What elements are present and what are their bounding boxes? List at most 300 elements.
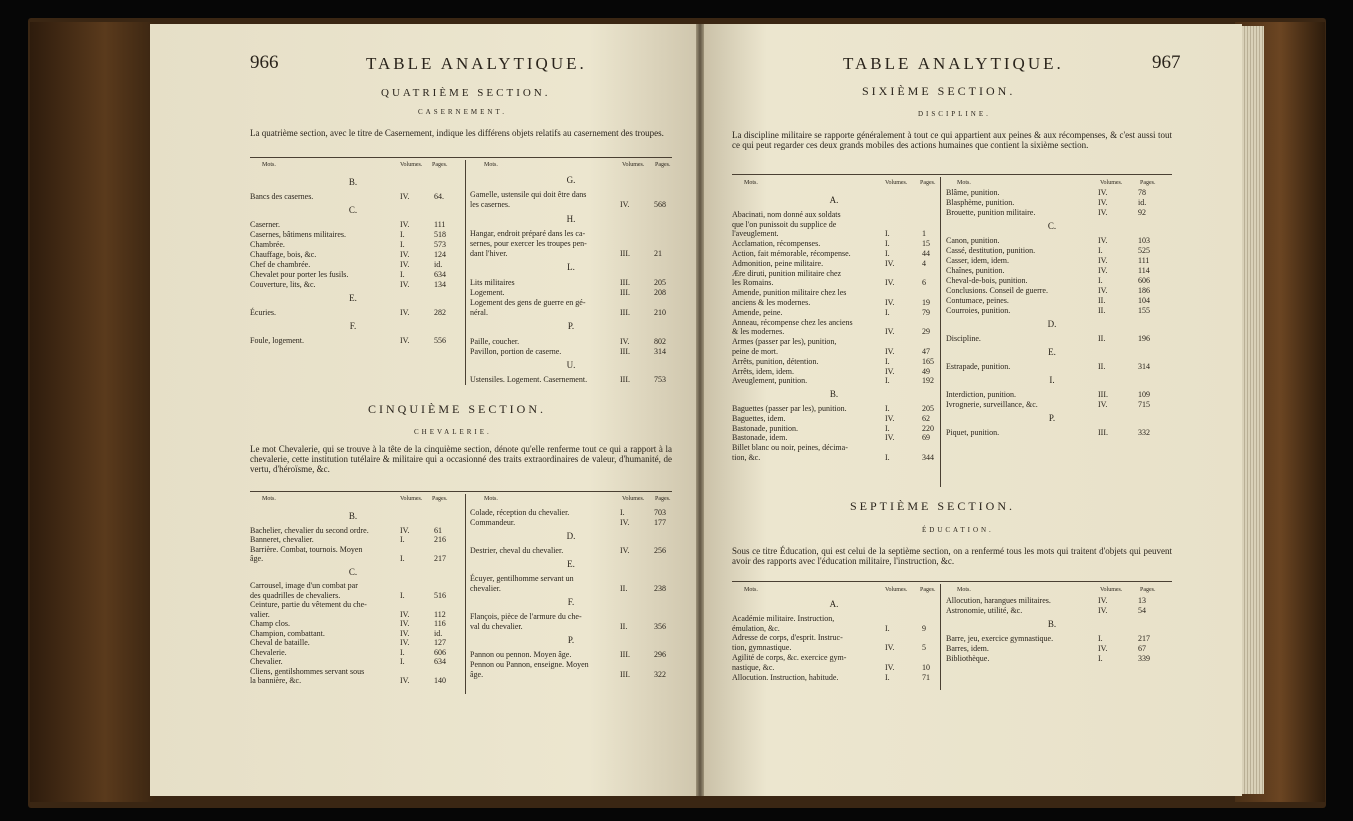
entry-page: id.	[434, 628, 443, 638]
entry-page: 62	[922, 413, 930, 423]
entry-volume: I.	[885, 404, 890, 413]
entry-word: Abacinati, nom donné aux soldats	[732, 209, 841, 219]
entry-page: 282	[434, 308, 446, 317]
entry-volume: IV.	[885, 298, 895, 307]
entry-word: Action, fait mémorable, récompense.	[732, 249, 851, 258]
entry-volume: IV.	[400, 192, 410, 201]
col-header-words: Mots.	[262, 496, 276, 502]
letter-label: F.	[567, 597, 575, 607]
entry-page: 13	[1138, 596, 1146, 605]
index-entry	[732, 643, 936, 653]
col-header-words: Mots.	[744, 180, 758, 186]
entry-volume: IV.	[885, 643, 895, 653]
letter-label: U.	[566, 360, 576, 370]
col-header-words: Mots.	[744, 587, 758, 593]
entry-volume: I.	[885, 453, 890, 462]
entry-word: Anneau, récompense chez les anciens	[732, 317, 853, 327]
entry-word: Destrier, cheval du chevalier.	[470, 546, 564, 555]
entry-volume: IV.	[885, 258, 895, 268]
index-entry	[470, 584, 672, 594]
entry-word: Chauffage, bois, &c.	[250, 250, 317, 259]
entry-word: Barres, idem.	[946, 644, 989, 653]
entry-page: 92	[1138, 208, 1146, 217]
entry-page: 634	[434, 657, 446, 666]
index-entry	[732, 229, 936, 239]
entry-word: âge.	[250, 554, 264, 563]
section-title: SIXIÈME SECTION.	[862, 84, 1016, 98]
letter-heading	[470, 360, 672, 370]
entry-volume: IV.	[1098, 644, 1108, 653]
entry-page: 518	[434, 230, 446, 239]
entry-page: 216	[434, 535, 446, 544]
entry-volume: IV.	[1098, 596, 1108, 605]
entry-page: 220	[922, 423, 934, 433]
entry-page: 69	[922, 433, 930, 443]
entry-page: 322	[654, 670, 666, 679]
col-header-volumes: Volumes.	[622, 496, 645, 502]
entry-volume: IV.	[1098, 606, 1108, 615]
entry-page: 47	[922, 347, 930, 356]
index-column	[250, 174, 456, 389]
entry-volume: IV.	[400, 280, 410, 289]
entry-page: 332	[1138, 428, 1150, 437]
index-entry	[946, 606, 1158, 616]
entry-word: Écuries.	[250, 308, 276, 317]
entry-volume: I.	[1098, 246, 1103, 255]
entry-word: Cheval de bataille.	[250, 638, 310, 647]
entry-word: Interdiction, punition.	[946, 390, 1016, 399]
index-entry	[250, 591, 456, 601]
entry-word: Bachelier, chevalier du second ordre.	[250, 525, 369, 535]
letter-heading	[946, 619, 1158, 629]
entry-word: Caserner.	[250, 220, 280, 229]
entry-page: 44	[922, 249, 930, 258]
entry-word: chevalier.	[470, 584, 501, 593]
col-header-words: Mots.	[484, 496, 498, 502]
index-column	[470, 508, 672, 698]
letter-heading	[250, 205, 456, 215]
entry-word: Conclusions. Conseil de guerre.	[946, 286, 1048, 295]
entry-page: 314	[654, 346, 666, 356]
index-entry	[250, 554, 456, 564]
entry-word: Cassé, destitution, punition.	[946, 246, 1036, 255]
index-entry	[946, 362, 1158, 372]
index-entry	[732, 624, 936, 634]
letter-heading	[470, 597, 672, 607]
entry-word: Gamelle, ustensile qui doit être dans	[470, 190, 587, 200]
entry-word: Logement.	[470, 287, 505, 297]
entry-volume: IV.	[400, 308, 410, 317]
index-entry	[946, 334, 1158, 344]
entry-page: 19	[922, 298, 930, 307]
index-entry	[732, 327, 936, 337]
index-entry	[732, 367, 936, 377]
entry-volume: I.	[885, 229, 890, 239]
entry-volume: II.	[620, 584, 628, 593]
index-entry	[946, 276, 1158, 286]
book-gutter	[696, 24, 704, 796]
index-entry	[250, 526, 456, 536]
entry-word: Acclamation, récompenses.	[732, 239, 821, 249]
entry-word: Blâme, punition.	[946, 188, 1000, 197]
entry-word: des quadrilles de chevaliers.	[250, 590, 341, 600]
entry-page: 10	[922, 662, 930, 672]
entry-word: Baguettes (passer par les), punition.	[732, 404, 847, 413]
entry-page: 356	[654, 622, 666, 631]
col-header-pages: Pages.	[655, 162, 671, 168]
index-entry	[732, 269, 936, 279]
col-header-volumes: Volumes.	[400, 162, 423, 168]
entry-word: anciens & les modernes.	[732, 298, 811, 307]
entry-volume: III.	[1098, 390, 1108, 399]
letter-label: C.	[348, 205, 358, 215]
entry-word: Lits militaires	[470, 277, 515, 287]
section-title: CINQUIÈME SECTION.	[368, 402, 546, 416]
entry-page: 54	[1138, 606, 1146, 615]
index-entry	[470, 660, 672, 670]
col-header-volumes: Volumes.	[885, 180, 908, 186]
entry-page: 124	[434, 250, 446, 259]
entry-page: 79	[922, 307, 930, 317]
index-entry	[946, 296, 1158, 306]
entry-word: Allocution, harangues militaires.	[946, 596, 1051, 605]
section-subtitle: ÉDUCATION.	[922, 526, 994, 534]
index-entry	[250, 600, 456, 610]
letter-heading	[470, 635, 672, 645]
index-entry	[250, 676, 456, 686]
entry-volume: IV.	[400, 676, 410, 685]
entry-word: Barre, jeu, exercice gymnastique.	[946, 634, 1054, 643]
entry-word: les casernes.	[470, 200, 510, 210]
entry-word: Amende, punition militaire chez les	[732, 288, 847, 298]
index-entry	[250, 619, 456, 629]
index-entry	[946, 266, 1158, 276]
letter-heading	[250, 511, 456, 521]
entry-volume: I.	[1098, 634, 1103, 643]
col-header-pages: Pages.	[920, 587, 936, 593]
entry-volume: I.	[1098, 276, 1103, 285]
entry-word: Agilité de corps, &c. exercice gym-	[732, 653, 847, 662]
index-column	[732, 192, 936, 484]
entry-volume: IV.	[400, 220, 410, 229]
index-entry	[732, 404, 936, 414]
entry-volume: III.	[620, 375, 630, 385]
column-divider	[465, 160, 466, 385]
entry-word: Pennon ou Pannon, enseigne. Moyen	[470, 660, 589, 669]
index-entry	[946, 286, 1158, 296]
index-entry	[470, 229, 672, 239]
index-entry	[946, 188, 1158, 198]
entry-page: 339	[1138, 654, 1150, 663]
col-header-volumes: Volumes.	[1100, 587, 1123, 593]
entry-page: 67	[1138, 644, 1146, 653]
entry-page: 49	[922, 366, 930, 376]
entry-word: Piquet, punition.	[946, 428, 1000, 437]
entry-page: 5	[922, 643, 926, 653]
index-entry	[732, 453, 936, 463]
entry-word: les Romains.	[732, 278, 774, 288]
index-entry	[732, 239, 936, 249]
entry-volume: IV.	[620, 200, 630, 210]
entry-word: Champion, combattant.	[250, 628, 325, 638]
letter-label: D.	[566, 531, 576, 541]
entry-page: 634	[434, 270, 446, 279]
entry-volume: II.	[1098, 334, 1106, 343]
entry-volume: III.	[620, 650, 630, 659]
index-entry	[946, 428, 1158, 438]
letter-label: E.	[567, 559, 575, 569]
index-entry	[470, 612, 672, 622]
entry-page: 114	[1138, 266, 1150, 275]
entry-word: Couverture, lits, &c.	[250, 280, 316, 289]
entry-volume: I.	[885, 249, 890, 258]
entry-page: 208	[654, 287, 666, 297]
index-entry	[470, 298, 672, 308]
entry-volume: IV.	[1098, 266, 1108, 275]
col-header-volumes: Volumes.	[885, 587, 908, 593]
entry-page: 296	[654, 650, 666, 659]
index-entry	[250, 545, 456, 555]
letter-heading	[946, 221, 1158, 231]
entry-word: âge.	[470, 670, 484, 679]
index-entry	[732, 653, 936, 663]
entry-page: 6	[922, 278, 926, 288]
entry-volume: IV.	[400, 260, 410, 269]
col-header-volumes: Volumes.	[1100, 180, 1123, 186]
entry-page: 112	[434, 609, 446, 619]
index-entry	[250, 535, 456, 545]
entry-word: Canon, punition.	[946, 236, 1000, 245]
letter-label: L.	[567, 262, 575, 273]
letter-label: D.	[1047, 319, 1057, 329]
entry-volume: III.	[620, 308, 630, 318]
index-entry	[732, 424, 936, 434]
entry-volume: IV.	[1098, 198, 1108, 207]
entry-page: 606	[434, 647, 446, 657]
index-entry	[250, 308, 456, 318]
section-intro: Le mot Chevalerie, qui se trouve à la tête de la cinquième section, dénote qu'elle renferme tout ce qui a rapport à la chevalerie, cette institution tutélaire & militaire qui a occasionné des traits extraordinaires de valeur, d'humanité, de vertu, d'héroïsme, &c.	[250, 444, 672, 474]
index-entry	[732, 673, 936, 683]
entry-volume: II.	[1098, 306, 1106, 315]
letter-heading	[946, 375, 1158, 385]
entry-page: 703	[654, 508, 666, 517]
entry-volume: IV.	[1098, 286, 1108, 295]
index-entry	[250, 230, 456, 240]
entry-page: 556	[434, 336, 446, 345]
entry-word: Ivrognerie, surveillance, &c.	[946, 400, 1038, 409]
entry-volume: IV.	[620, 336, 630, 346]
entry-volume: IV.	[620, 518, 630, 527]
entry-word: Champ clos.	[250, 619, 290, 628]
index-column	[946, 188, 1158, 488]
section-intro: La quatrième section, avec le titre de Casernement, indique les différens objets relatifs au casernement des troupes.	[250, 128, 664, 138]
entry-word: Banneret, chevalier.	[250, 535, 314, 544]
table-rule	[250, 491, 672, 492]
index-entry	[946, 400, 1158, 410]
entry-word: Casser, idem, idem.	[946, 256, 1009, 265]
entry-word: Contumace, peines.	[946, 296, 1009, 305]
column-divider	[940, 584, 941, 690]
entry-word: dant l'hiver.	[470, 249, 508, 259]
index-entry	[250, 270, 456, 280]
index-entry	[250, 667, 456, 677]
index-entry	[946, 306, 1158, 316]
col-header-words: Mots.	[262, 162, 276, 168]
entry-word: nastique, &c.	[732, 662, 775, 672]
entry-volume: IV.	[1098, 400, 1108, 409]
entry-page: 344	[922, 453, 934, 462]
index-entry	[732, 633, 936, 643]
entry-volume: III.	[620, 670, 630, 679]
letter-label: B.	[1047, 619, 1057, 629]
index-entry	[732, 318, 936, 328]
entry-word: tion, &c.	[732, 453, 761, 462]
left-cover	[30, 22, 155, 802]
index-entry	[946, 634, 1158, 644]
index-entry	[470, 574, 672, 584]
entry-word: Ceinture, partie du vêtement du che-	[250, 600, 367, 609]
letter-heading	[250, 177, 456, 187]
entry-word: Courroies, punition.	[946, 306, 1011, 315]
letter-label: A.	[829, 599, 839, 609]
letter-label: B.	[348, 177, 358, 187]
entry-word: Chaînes, punition.	[946, 266, 1005, 275]
section-subtitle: CASERNEMENT.	[418, 108, 507, 116]
entry-volume: I.	[400, 657, 405, 666]
index-entry	[250, 581, 456, 591]
entry-page: 111	[434, 220, 446, 229]
entry-word: Estrapade, punition.	[946, 362, 1011, 371]
index-entry	[470, 288, 672, 298]
index-entry	[250, 220, 456, 230]
entry-volume: I.	[1098, 654, 1103, 663]
col-header-words: Mots.	[484, 162, 498, 168]
index-entry	[470, 508, 672, 518]
letter-label: P.	[567, 635, 575, 645]
running-head: TABLE ANALYTIQUE.	[843, 54, 1064, 73]
entry-word: l'aveuglement.	[732, 229, 779, 239]
entry-page: 192	[922, 376, 934, 386]
entry-volume: IV.	[400, 638, 410, 647]
col-header-pages: Pages.	[655, 496, 671, 502]
index-entry	[470, 670, 672, 680]
col-header-pages: Pages.	[1140, 587, 1156, 593]
entry-volume: IV.	[885, 366, 895, 376]
entry-volume: IV.	[1098, 256, 1108, 265]
entry-volume: I.	[620, 508, 625, 517]
entry-word: Brouette, punition militaire.	[946, 208, 1036, 217]
index-entry	[732, 249, 936, 259]
letter-heading	[732, 195, 936, 205]
entry-volume: IV.	[620, 546, 630, 555]
entry-word: Paille, coucher.	[470, 336, 520, 346]
entry-page: 64.	[434, 192, 444, 201]
letter-label: B.	[829, 389, 839, 400]
entry-volume: I.	[885, 623, 890, 633]
entry-page: 715	[1138, 400, 1150, 409]
index-entry	[250, 280, 456, 290]
index-entry	[946, 596, 1158, 606]
entry-volume: IV.	[400, 250, 410, 259]
letter-label: I.	[1049, 375, 1055, 385]
index-entry	[946, 390, 1158, 400]
section-subtitle: DISCIPLINE.	[918, 110, 991, 118]
entry-word: Académie militaire. Instruction,	[732, 613, 835, 623]
index-entry	[732, 433, 936, 443]
index-entry	[250, 192, 456, 202]
entry-page: 104	[1138, 296, 1150, 305]
letter-heading	[470, 214, 672, 224]
col-header-pages: Pages.	[432, 162, 448, 168]
entry-volume: IV.	[885, 433, 895, 443]
entry-word: tion, gymnastique.	[732, 643, 792, 653]
index-entry	[250, 610, 456, 620]
index-entry	[732, 298, 936, 308]
entry-word: que l'on punissoit du supplice de	[732, 219, 837, 229]
index-column	[946, 596, 1158, 691]
entry-volume: I.	[885, 672, 890, 682]
letter-heading	[250, 293, 456, 303]
entry-volume: I.	[400, 535, 405, 544]
entry-page: 568	[654, 200, 666, 210]
entry-volume: IV.	[400, 336, 410, 345]
entry-volume: IV.	[400, 628, 410, 638]
entry-word: Astronomie, utilité, &c.	[946, 606, 1023, 615]
index-entry	[470, 622, 672, 632]
entry-volume: IV.	[400, 609, 410, 619]
entry-page: 217	[1138, 634, 1150, 643]
entry-page: 111	[1138, 256, 1150, 265]
entry-page: 165	[922, 356, 934, 366]
entry-word: Cheval-de-bois, punition.	[946, 276, 1028, 285]
index-entry	[470, 337, 672, 347]
entry-volume: IV.	[885, 413, 895, 423]
index-entry	[732, 278, 936, 288]
letter-label: P.	[567, 321, 575, 332]
entry-page: 116	[434, 619, 446, 628]
entry-volume: I.	[885, 376, 890, 386]
index-entry	[732, 414, 936, 424]
entry-page: 103	[1138, 236, 1150, 245]
entry-page: 525	[1138, 246, 1150, 255]
entry-word: Flançois, pièce de l'armure du che-	[470, 612, 582, 621]
letter-heading	[732, 599, 936, 609]
entry-page: 238	[654, 584, 666, 593]
entry-page: 61	[434, 525, 442, 535]
index-entry	[946, 644, 1158, 654]
entry-page: 71	[922, 672, 930, 682]
entry-page: 9	[922, 623, 926, 633]
entry-volume: III.	[620, 249, 630, 259]
entry-word: Bancs des casernes.	[250, 192, 314, 201]
entry-word: Bastonade, idem.	[732, 433, 788, 443]
letter-heading	[250, 321, 456, 331]
entry-volume: IV.	[885, 662, 895, 672]
entry-volume: I.	[400, 230, 405, 239]
entry-volume: I.	[885, 356, 890, 366]
entry-word: Pavillon, portion de caserne.	[470, 346, 562, 356]
entry-page: 205	[922, 404, 934, 413]
index-entry	[946, 198, 1158, 208]
column-divider	[465, 494, 466, 694]
col-header-words: Mots.	[957, 180, 971, 186]
entry-word: peine de mort.	[732, 347, 778, 356]
entry-word: émulation, &c.	[732, 623, 780, 633]
entry-page: 109	[1138, 390, 1150, 399]
index-entry	[732, 288, 936, 298]
entry-page: 127	[434, 638, 446, 647]
entry-page: 210	[654, 308, 666, 318]
